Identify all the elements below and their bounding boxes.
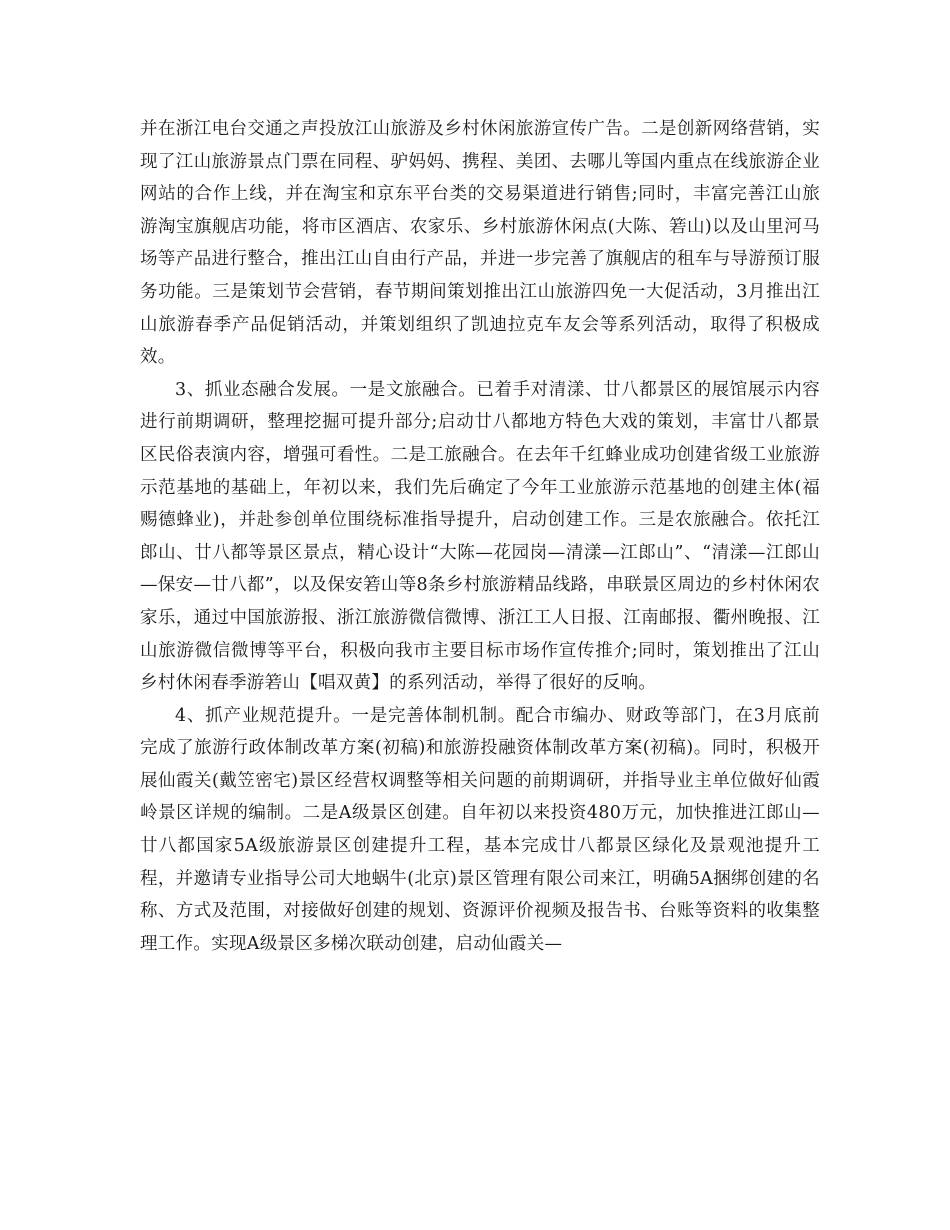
paragraph-industry-integration: 3、抓业态融合发展。一是文旅融合。已着手对清漾、廿八都景区的展馆展示内容进行前期调研，整理挖掘可提升部分;启动廿八都地方特色大戏的策划，丰富廿八都景区民俗表演内容，增强可看性。二是工旅融合。在去年千红蜂业成功创建省级工业旅游示范基地的基础上，年初以来，我们先后确定了今年工业旅游示范基地的创建主体(福赐德蜂业)，并赴参创单位围绕标准指导提升，启动创建工作。三是农旅融合。依托江郎山、廿八都等景区景点，精心设计“大陈—花园岗—清漾—江郎山”、“清漾—江郎山—保安—廿八都”，以及保安箬山等8条乡村旅游精品线路，串联景区周边的乡村休闲农家乐，通过中国旅游报、浙江旅游微信微博、浙江工人日报、江南邮报、衢州晚报、江山旅游微信微博等平台，积极向我市主要目标市场作宣传推介;同时，策划推出了江山乡村休闲春季游箬山【唱双黄】的系列活动，举得了很好的反响。	[140, 379, 820, 694]
document-body	[140, 113, 820, 960]
paragraph-marketing-continued: 并在浙江电台交通之声投放江山旅游及乡村休闲旅游宣传广告。二是创新网络营销，实现了江山旅游景点门票在同程、驴妈妈、携程、美团、去哪儿等国内重点在线旅游企业网站的合作上线，并在淘宝和京东平台类的交易渠道进行销售;同时，丰富完善江山旅游淘宝旗舰店功能，将市区酒店、农家乐、乡村旅游休闲点(大陈、箬山)以及山里河马场等产品进行整合，推出江山自由行产品，并进一步完善了旗舰店的租车与导游预订服务功能。三是策划节会营销，春节期间策划推出江山旅游四免一大促活动，3月推出江山旅游春季产品促销活动，并策划组织了凯迪拉克车友会等系列活动，取得了积极成效。	[140, 119, 820, 368]
paragraph-industry-standardization: 4、抓产业规范提升。一是完善体制机制。配合市编办、财政等部门，在3月底前完成了旅游行政体制改革方案(初稿)和旅游投融资体制改革方案(初稿)。同时，积极开展仙霞关(戴笠密宅)景区经营权调整等相关问题的前期调研，并指导业主单位做好仙霞岭景区详规的编制。二是A级景区创建。自年初以来投资480万元，加快推进江郎山—廿八都国家5A级旅游景区创建提升工程，基本完成廿八都景区绿化及景观池提升工程，并邀请专业指导公司大地蜗牛(北京)景区管理有限公司来江，明确5A捆绑创建的名称、方式及范围，对接做好创建的规划、资源评价视频及报告书、台账等资料的收集整理工作。实现A级景区多梯次联动创建，启动仙霞关—	[140, 705, 820, 954]
